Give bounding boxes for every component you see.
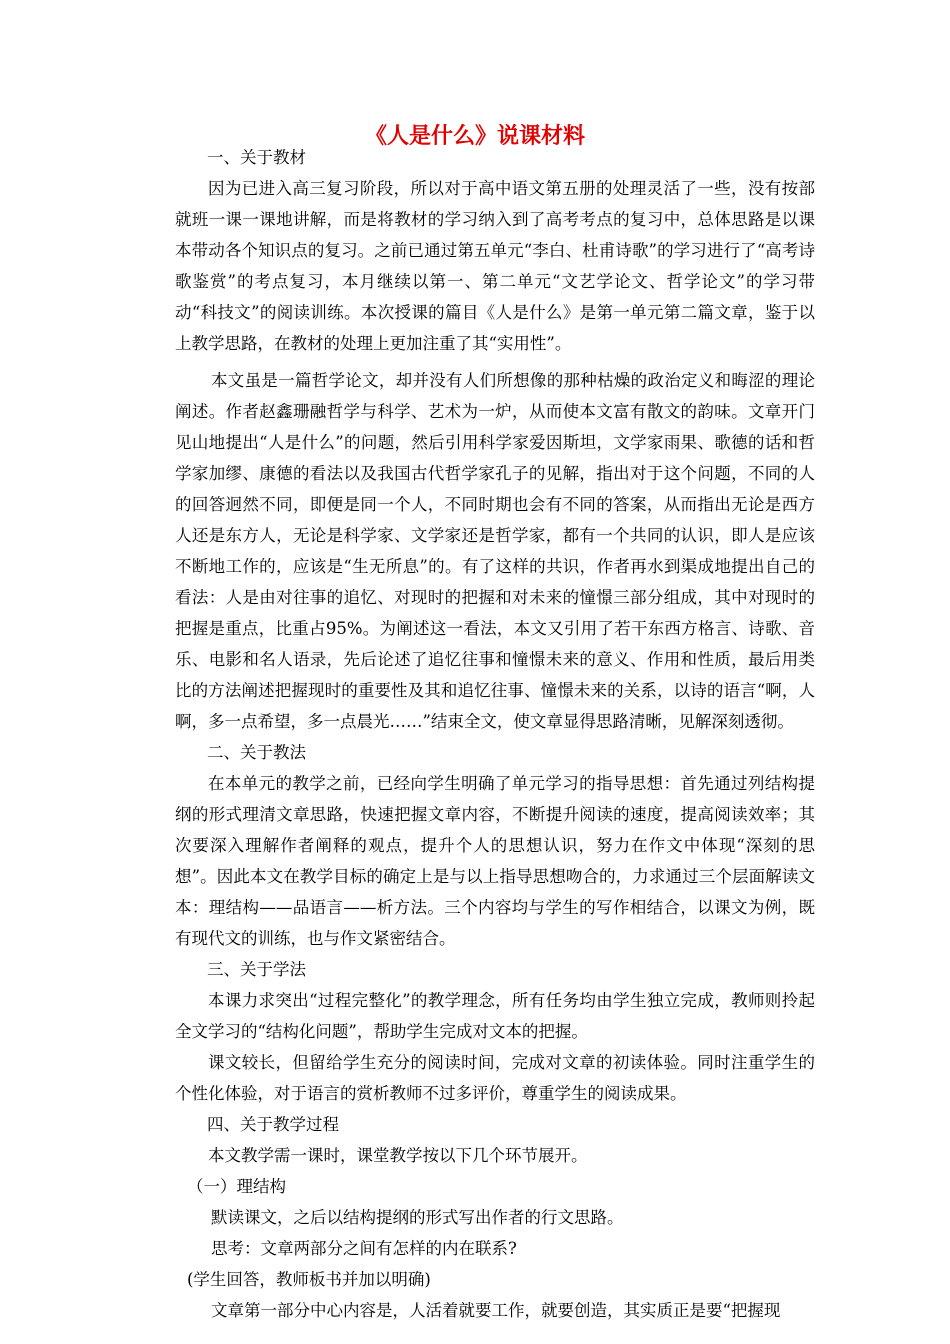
document-title: 《人是什么》说课材料 bbox=[364, 124, 585, 149]
paragraph: 默读课文，之后以结构提纲的形式写出作者的行文思路。 bbox=[211, 1208, 624, 1227]
paragraph: 课文较长，但留给学生充分的阅读时间，完成对文章的初读体验。同时注重学生的个性化体验，对于语言的赏析教师不过多评价，尊重学生的阅读成果。 bbox=[175, 1053, 815, 1103]
section-heading-4: 四、关于教学过程 bbox=[207, 1115, 339, 1134]
paragraph: 因为已进入高三复习阶段，所以对于高中语文第五册的处理灵活了一些，没有按部就班一课一课地讲解，而是将教材的学习纳入到了高考考点的复习中，总体思路是以课本带动各个知识点的复习。之前已通过第五单元“李白、杜甫诗歌”的学习进行了“高考诗歌鉴赏”的考点复习，本月继续以第一、第二单元“文艺学论文、哲学论文”的学习带动“科技文”的阅读训练。本次授课的篇目《人是什么》是第一单元第二篇文章，鉴于以上教学思路，在教材的处理上更加注重了其“实用性”。 bbox=[175, 179, 815, 353]
paragraph: 思考：文章两部分之间有怎样的内在联系? bbox=[211, 1239, 517, 1258]
paragraph: 本课力求突出“过程完整化”的教学理念，所有任务均由学生独立完成，教师则拎起全文学习的“结构化问题”，帮助学生完成对文本的把握。 bbox=[175, 991, 815, 1041]
paragraph: (学生回答，教师板书并加以明确) bbox=[187, 1270, 431, 1289]
paragraph: 本文虽是一篇哲学论文，却并没有人们所想像的那种枯燥的政治定义和晦涩的理论阐述。作者赵鑫珊融哲学与科学、艺术为一炉，从而使本文富有散文的韵味。文章开门见山地提出“人是什么”的问题，然后引用科学家爱因斯坦，文学家雨果、歌德的话和哲学家加缪、康德的看法以及我国古代哲学家孔子的见解，指出对于这个问题，不同的人的回答迥然不同，即便是同一个人，不同时期也会有不同的答案，从而指出无论是西方人还是东方人，无论是科学家、文学家还是哲学家，都有一个共同的认识，即人是应该不断地工作的，应该是“生无所息”的。有了这样的共识，作者再水到渠成地提出自己的看法：人是由对往事的追忆、对现时的把握和对未来的憧憬三部分组成，其中对现时的把握是重点，比重占95%。为阐述这一看法，本文又引用了若干东西方格言、诗歌、音乐、电影和名人语录，先后论述了追忆往事和憧憬未来的意义、作用和性质，最后用类比的方法阐述把握现时的重要性及其和追忆往事、憧憬未来的关系，以诗的语言“啊，人啊，多一点希望，多一点晨光……”结束全文，使文章显得思路清晰，见解深刻透彻。 bbox=[175, 371, 815, 731]
subsection-heading: （一）理结构 bbox=[187, 1177, 286, 1196]
paragraph: 本文教学需一课时，课堂教学按以下几个环节展开。 bbox=[208, 1146, 588, 1165]
paragraph: 在本单元的教学之前，已经向学生明确了单元学习的指导思想：首先通过列结构提纲的形式理清文章思路，快速把握文章内容，不断提升阅读的速度，提高阅读效率；其次要深入理解作者阐释的观点，提升个人的思想认识，努力在作文中体现“深刻的思想”。因此本文在教学目标的确定上是与以上指导思想吻合的，力求通过三个层面解读文本：理结构——品语言——析方法。三个内容均与学生的写作相结合，以课文为例，既有现代文的训练，也与作文紧密结合。 bbox=[175, 774, 815, 948]
section-heading-3: 三、关于学法 bbox=[207, 960, 306, 979]
section-heading-2: 二、关于教法 bbox=[207, 743, 306, 762]
paragraph: 文章第一部分中心内容是，人活着就要工作，就要创造，其实质正是要“把握现 bbox=[211, 1301, 781, 1320]
document-body bbox=[175, 142, 815, 1326]
section-heading-1: 一、关于教材 bbox=[207, 148, 306, 167]
